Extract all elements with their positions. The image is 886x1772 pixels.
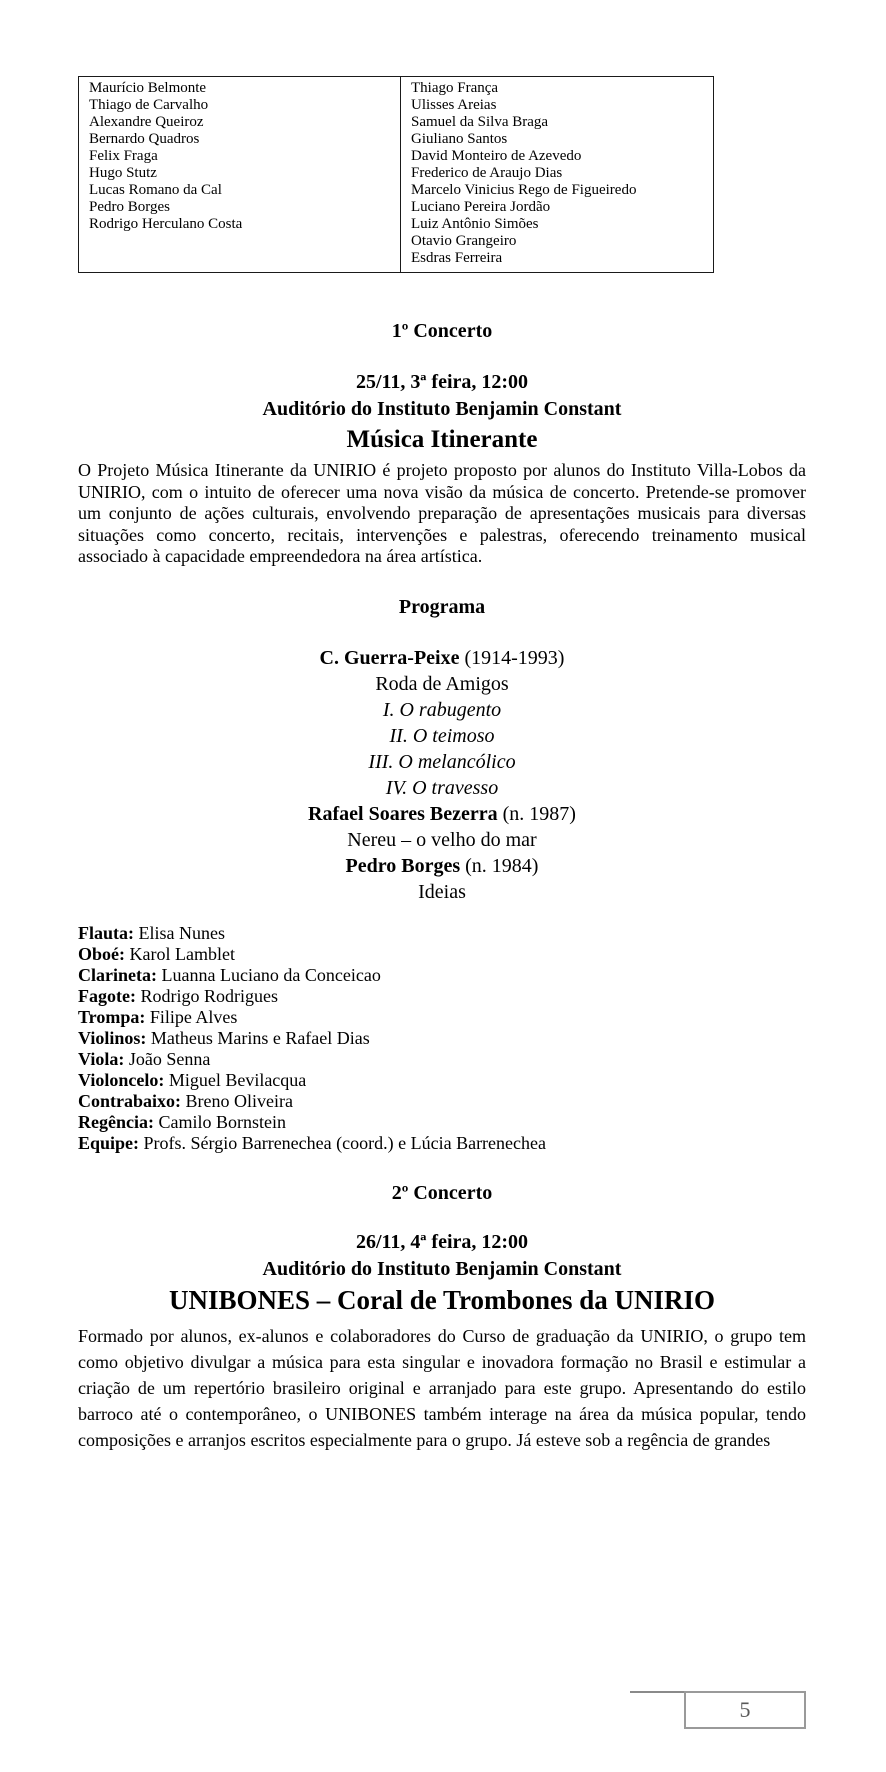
performer-name: Miguel Bevilacqua <box>168 1069 307 1090</box>
performer-name: Profs. Sérgio Barrenechea (coord.) e Lúcia Barrenechea <box>143 1132 546 1153</box>
concert2-heading: 2º Concerto <box>391 1181 493 1204</box>
performer-role-label: Flauta: <box>78 922 134 943</box>
program-line-detail: (n. 1987) <box>502 802 576 825</box>
roster-name: Bernardo Quadros <box>89 131 200 147</box>
performer-name: Rodrigo Rodrigues <box>140 985 278 1006</box>
performer-role-label: Trompa: <box>78 1006 146 1027</box>
roster-name: David Monteiro de Azevedo <box>411 148 582 164</box>
program-line <box>78 853 806 879</box>
footer-rule <box>630 1691 684 1693</box>
roster-name: Felix Fraga <box>89 148 158 164</box>
program-line-detail: III. O melancólico <box>368 750 516 773</box>
program-list <box>78 645 806 905</box>
program-line-detail: II. O teimoso <box>389 724 495 747</box>
roster-name: Hugo Stutz <box>89 165 157 181</box>
performer-line <box>78 1133 806 1154</box>
program-line-composer: Pedro Borges <box>345 854 461 877</box>
roster-name: Esdras Ferreira <box>411 250 503 266</box>
roster-name: Pedro Borges <box>89 199 170 215</box>
performer-name: Breno Oliveira <box>185 1090 293 1111</box>
performer-role-label: Oboé: <box>78 943 125 964</box>
performer-name: Filipe Alves <box>149 1006 238 1027</box>
roster-name: Marcelo Vinicius Rego de Figueiredo <box>411 182 637 198</box>
performer-line <box>78 944 806 965</box>
roster-name: Alexandre Queiroz <box>89 114 204 130</box>
concert2-title: UNIBONES – Coral de Trombones da UNIRIO <box>168 1284 716 1315</box>
performer-role-label: Clarineta: <box>78 964 157 985</box>
program-line-detail: Nereu – o velho do mar <box>347 828 537 851</box>
roster-name: Thiago França <box>411 80 499 96</box>
concert2-venue: Auditório do Instituto Benjamin Constant <box>262 1257 622 1280</box>
program-line-detail: (1914-1993) <box>464 646 565 669</box>
performer-name: Luanna Luciano da Conceicao <box>161 964 381 985</box>
performer-line <box>78 1070 806 1091</box>
concert1-venue: Auditório do Instituto Benjamin Constant <box>262 398 622 420</box>
roster-name: Maurício Belmonte <box>89 80 207 96</box>
program-line <box>78 749 806 775</box>
page-number: 5 <box>739 1697 751 1722</box>
concert1-heading: 1º Concerto <box>391 320 493 342</box>
roster-table <box>78 76 714 273</box>
roster-name: Thiago de Carvalho <box>89 97 209 113</box>
performer-role-label: Violinos: <box>78 1027 147 1048</box>
performer-line <box>78 1007 806 1028</box>
performer-role-label: Equipe: <box>78 1132 140 1153</box>
roster-column-right <box>401 77 714 273</box>
roster-name: Luiz Antônio Simões <box>411 216 539 232</box>
program-line-composer: C. Guerra-Peixe <box>319 646 460 669</box>
roster-row <box>79 77 714 273</box>
program-line <box>78 775 806 801</box>
program-line <box>78 827 806 853</box>
roster-column-left <box>79 77 401 273</box>
performer-line <box>78 986 806 1007</box>
page-number-box <box>684 1691 806 1729</box>
performer-line <box>78 1028 806 1049</box>
roster-name: Samuel da Silva Braga <box>411 114 549 130</box>
program-line <box>78 879 806 905</box>
concert1-event-block <box>78 369 806 456</box>
concert1-title: Música Itinerante <box>346 426 538 453</box>
roster-name: Otavio Grangeiro <box>411 233 517 249</box>
performer-role-label: Regência: <box>78 1111 154 1132</box>
performer-role-label: Viola: <box>78 1048 125 1069</box>
program-line <box>78 697 806 723</box>
performer-name: Elisa Nunes <box>138 922 225 943</box>
performer-line <box>78 1112 806 1133</box>
roster-name: Ulisses Areias <box>411 97 497 113</box>
roster-name: Luciano Pereira Jordão <box>411 199 551 215</box>
performer-line <box>78 1091 806 1112</box>
program-heading: Programa <box>398 595 486 618</box>
roster-name: Frederico de Araujo Dias <box>411 165 563 181</box>
program-line <box>78 723 806 749</box>
performer-name: João Senna <box>128 1048 211 1069</box>
performer-line <box>78 1049 806 1070</box>
concert2-description: Formado por alunos, ex-alunos e colaboradores do Curso de graduação da UNIRIO, o grupo tem como objetivo divulgar a música para esta singular e inovadora formação no Brasil e estimular a criação de um repertório brasileiro original e arranjado para este grupo. Apresentando do estilo barroco até o contemporâneo, o UNIBONES também interage na área da música popular, tendo composições e arranjos escritos especialmente para o grupo. Já esteve sob a regência de grandes <box>78 1325 806 1450</box>
concert2-datetime: 26/11, 4ª feira, 12:00 <box>355 1230 529 1253</box>
concert1-description: O Projeto Música Itinerante da UNIRIO é projeto proposto por alunos do Instituto Villa-Lobos da UNIRIO, com o intuito de oferecer uma nova visão da música de concerto. Pretende-se promover um conjunto de ações culturais, envolvendo preparação de apresentações musicais para diversas situações como concerto, recitais, intervenções e palestras, oferecendo treinamento musical associado à capacidade empreendedora na área artística. <box>78 460 806 566</box>
performer-name: Camilo Bornstein <box>158 1111 286 1132</box>
concert1-datetime: 25/11, 3ª feira, 12:00 <box>355 371 529 393</box>
performers-list <box>78 923 806 1154</box>
performer-role-label: Violoncelo: <box>78 1069 165 1090</box>
roster-name: Lucas Romano da Cal <box>89 182 222 198</box>
roster-name: Giuliano Santos <box>411 131 508 147</box>
page-footer <box>630 1691 806 1729</box>
program-line-detail: Ideias <box>418 880 466 903</box>
program-line <box>78 645 806 671</box>
performer-name: Karol Lamblet <box>129 943 235 964</box>
program-line <box>78 801 806 827</box>
performer-line <box>78 965 806 986</box>
program-line-detail: Roda de Amigos <box>375 672 509 695</box>
program-line-composer: Rafael Soares Bezerra <box>308 802 498 825</box>
program-line <box>78 671 806 697</box>
performer-name: Matheus Marins e Rafael Dias <box>150 1027 370 1048</box>
performer-role-label: Contrabaixo: <box>78 1090 181 1111</box>
roster-name: Rodrigo Herculano Costa <box>89 216 243 232</box>
program-line-detail: IV. O travesso <box>385 776 499 799</box>
concert2-event-block <box>78 1229 806 1317</box>
program-line-detail: I. O rabugento <box>382 698 502 721</box>
performer-role-label: Fagote: <box>78 985 136 1006</box>
program-line-detail: (n. 1984) <box>465 854 539 877</box>
performer-line <box>78 923 806 944</box>
